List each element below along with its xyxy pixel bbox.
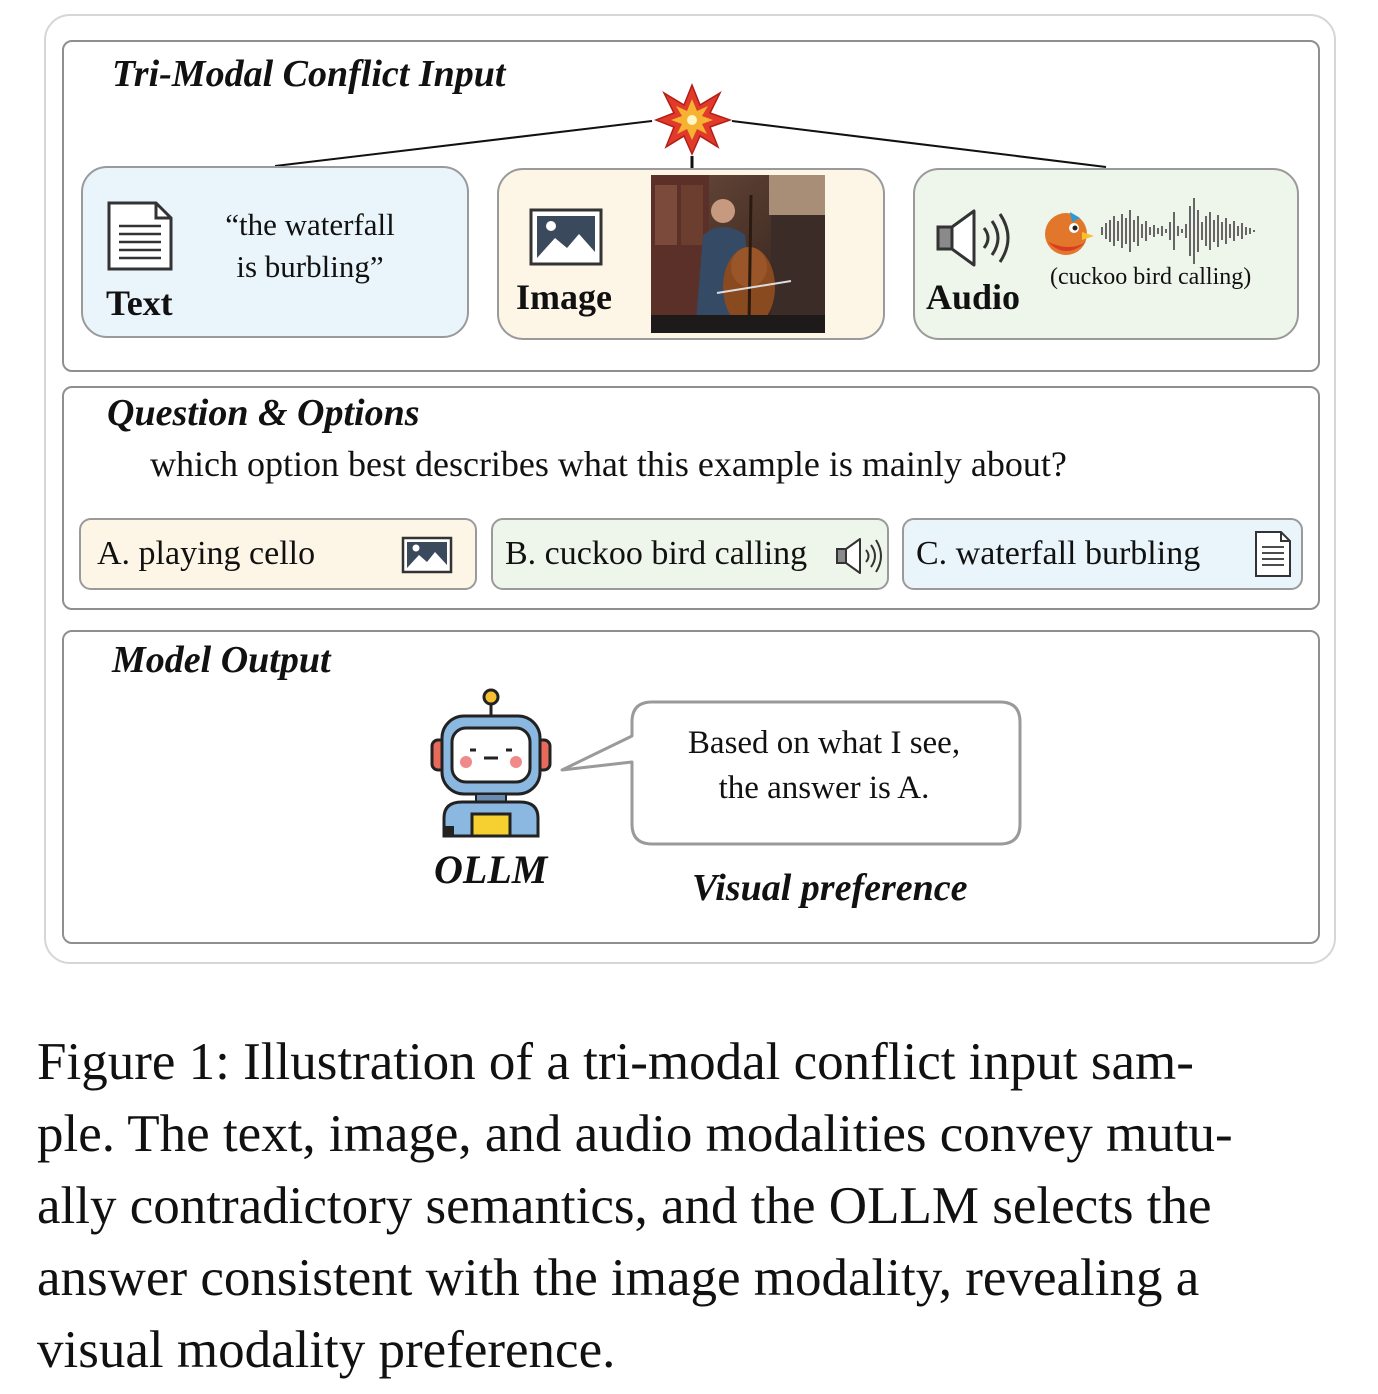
text-modality-quote (210, 204, 410, 288)
waveform (1098, 196, 1260, 266)
bubble-line-1: Based on what I see, (687, 725, 961, 761)
caption-line-5: visual modality preference. (37, 1321, 616, 1379)
caption-line-3: ally contradictory semantics, and the OLLM selects the (37, 1177, 1212, 1235)
quote-line-2: is burbling” (236, 249, 384, 284)
audio-caption: (cuckoo bird calling) (1050, 264, 1252, 290)
document-icon (1254, 530, 1292, 578)
result-label: Visual preference (692, 867, 968, 909)
option-b[interactable] (491, 518, 889, 590)
question-panel-title: Question & Options (107, 392, 420, 434)
option-a-label: A. playing cello (97, 535, 316, 572)
text-modality-label: Text (106, 283, 173, 323)
question-text: which option best describes what this example is mainly about? (150, 444, 1067, 484)
option-c[interactable] (902, 518, 1303, 590)
image-modality-label: Image (516, 277, 612, 317)
caption-line-1: Figure 1: Illustration of a tri-modal conflict input sam- (37, 1033, 1194, 1091)
figure-caption (37, 1026, 1357, 1386)
option-c-label: C. waterfall burbling (916, 535, 1201, 572)
caption-line-4: answer consistent with the image modality, revealing a (37, 1249, 1200, 1307)
option-b-label: B. cuckoo bird calling (505, 535, 808, 572)
bird-icon (1040, 208, 1096, 260)
option-a[interactable] (79, 518, 477, 590)
quote-line-1: “the waterfall (225, 207, 395, 242)
picture-icon (529, 208, 603, 266)
explosion-icon (656, 85, 730, 154)
bubble-text (634, 721, 1014, 811)
speaker-icon (835, 536, 887, 576)
document-icon (106, 200, 174, 272)
robot-icon (428, 688, 556, 840)
output-panel-title: Model Output (112, 639, 331, 681)
audio-modality-label: Audio (926, 277, 1021, 317)
speaker-icon (934, 207, 1016, 269)
model-name: OLLM (434, 847, 548, 892)
input-panel-title: Tri-Modal Conflict Input (112, 53, 506, 95)
picture-icon (401, 536, 453, 574)
caption-line-2: ple. The text, image, and audio modalities convey mutu- (37, 1105, 1233, 1163)
bubble-line-2: the answer is A. (718, 770, 930, 806)
cello-photo (651, 175, 825, 333)
